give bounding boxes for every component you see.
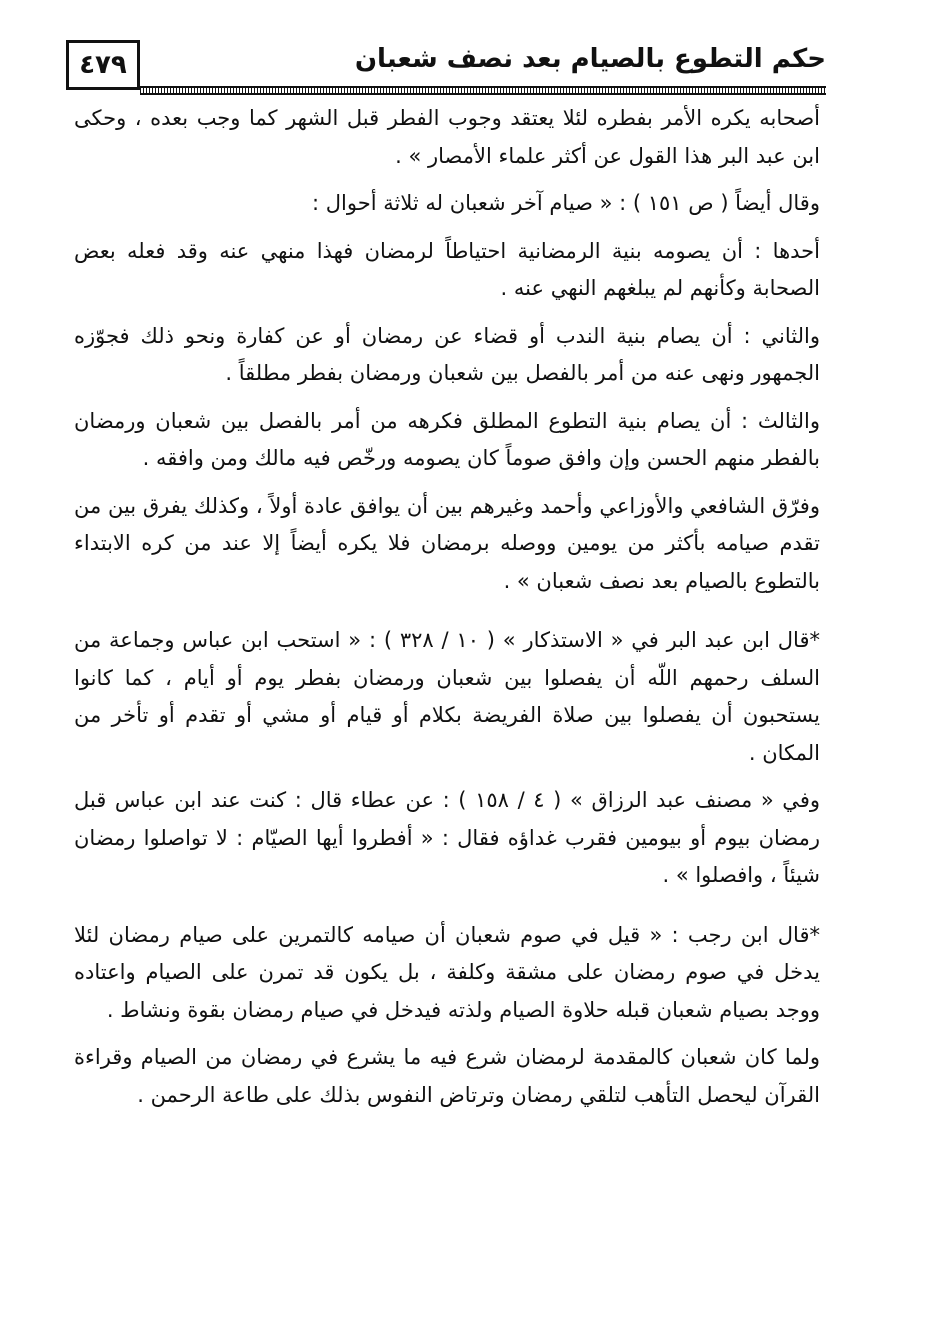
paragraph-8: وفي « مصنف عبد الرزاق » ( ٤ / ١٥٨ ) : عن عطاء قال : كنت عند ابن عباس قبل رمضان بيوم أو بيومين فقرب غداؤه فقال : « أفطروا أيها الصيّام : لا تواصلوا رمضان شيئاً ، وافصلوا » . (74, 788, 820, 887)
paragraph-9: *قال ابن رجب : « قيل في صوم شعبان أن صيامه كالتمرين على صيام رمضان لئلا يدخل في صوم رمضان على مشقة وكلفة ، بل يكون قد تمرن على الصيام واعتاده ووجد بصيام شعبان قبله حلاوة الصيام ولذته فيدخل في صيام رمضان بقوة ونشاط . (74, 922, 820, 1022)
paragraph-10: ولما كان شعبان كالمقدمة لرمضان شرع فيه ما يشرع في رمضان من الصيام وقراءة القرآن ليحصل التأهب لتلقي رمضان وترتاض النفوس بذلك على طاعة الرحمن . (74, 1045, 820, 1107)
body-text (74, 100, 820, 1124)
paragraph-3: أحدها : أن يصومه بنية الرمضانية احتياطاً لرمضان فهذا منهي عنه وقد فعله بعض الصحابة وكأنهم لم يبلغهم النهي عنه . (74, 238, 820, 300)
page-number: ٤٧٩ (66, 40, 140, 90)
paragraph-5: والثالث : أن يصام بنية التطوع المطلق فكرهه من أمر بالفصل بين شعبان ورمضان بالفطر منهم الحسن وإن وافق صوماً كان يصومه ورخّص فيه مالك ومن وافقه . (74, 408, 820, 470)
paragraph-2: وقال أيضاً ( ص ١٥١ ) : « صيام آخر شعبان له ثلاثة أحوال : (312, 191, 820, 215)
page-header (66, 40, 826, 96)
running-title: حكم التطوع بالصيام بعد نصف شعبان (354, 44, 826, 74)
paragraph-1: أصحابه يكره الأمر بفطره لئلا يعتقد وجوب الفطر قبل الشهر كما وجب بعده ، وحكى ابن عبد البر هذا القول عن أكثر علماء الأمصار » . (74, 106, 820, 168)
paragraph-4: والثاني : أن يصام بنية الندب أو قضاء عن رمضان أو عن كفارة ونحو ذلك فجوّزه الجمهور ونهى عنه من أمر بالفصل بين شعبان ورمضان بفطر مطلقاً . (74, 323, 820, 385)
header-rule (140, 86, 826, 95)
paragraph-7: *قال ابن عبد البر في « الاستذكار » ( ١٠ / ٣٢٨ ) : « استحب ابن عباس وجماعة من السلف رحمهم اللّه أن يفصلوا بين شعبان ورمضان بفطر يوم أو أيام ، كما كانوا يستحبون أن يفصلوا بين صلاة الفريضة بكلام أو قيام أو مشي أو تقدم أو تأخر من المكان . (74, 628, 820, 765)
paragraph-6: وفرّق الشافعي والأوزاعي وأحمد وغيرهم بين أن يوافق عادة أولاً ، وكذلك يفرق بين من تقدم صيامه بأكثر من يومين ووصله برمضان فلا يكره أيضاً إلا عند من كره الابتداء بالتطوع بالصيام بعد نصف شعبان » . (74, 493, 820, 593)
